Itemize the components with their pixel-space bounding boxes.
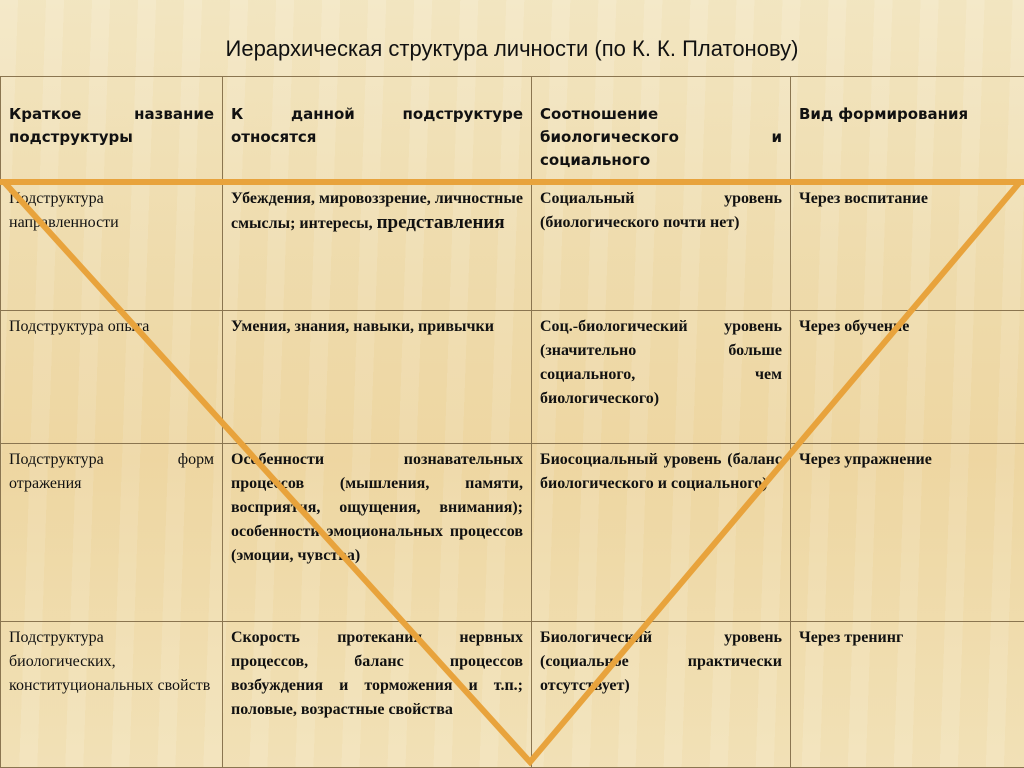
includes-extra: представления xyxy=(377,212,505,233)
table-row xyxy=(1,311,1024,444)
substructure-name: Подструктура направленности xyxy=(1,183,223,311)
substructure-includes: Скорость протекания нервных процессов, баланс процессов возбуждения и торможения и т.п.; половые, возрастные свойства xyxy=(223,622,532,768)
formation-type: Через обучение xyxy=(791,311,1024,444)
bio-social-ratio: Биологический уровень (социальное практически отсутствует) xyxy=(532,622,791,768)
bio-social-ratio: Социальный уровень (биологического почти нет) xyxy=(532,183,791,311)
table-row xyxy=(1,183,1024,311)
formation-type: Через тренинг xyxy=(791,622,1024,768)
column-header: Вид формирования xyxy=(791,77,1024,183)
substructure-name: Подструктура форм отражения xyxy=(1,444,223,622)
substructure-name: Подструктура опыта xyxy=(1,311,223,444)
formation-type: Через упражнение xyxy=(791,444,1024,622)
table-row xyxy=(1,622,1024,768)
formation-type: Через воспитание xyxy=(791,183,1024,311)
substructure-includes xyxy=(223,183,532,311)
table-header-row xyxy=(1,77,1024,183)
substructure-name: Подструктура биологических, конституциональных свойств xyxy=(1,622,223,768)
slide-title: Иерархическая структура личности (по К. К. Платонову) xyxy=(0,36,1024,62)
structure-table xyxy=(0,76,1024,768)
substructure-includes: Особенности познавательных процессов (мышления, памяти, восприятия, ощущения, внимания); особенности эмоциональных процессов (эмоции, чувства) xyxy=(223,444,532,622)
table-row xyxy=(1,444,1024,622)
includes-text: Убеждения, мировоззрение, личностные смыслы; интересы, xyxy=(231,190,523,232)
column-header: Соотношение биологического и социального xyxy=(532,77,791,183)
substructure-includes: Умения, знания, навыки, привычки xyxy=(223,311,532,444)
column-header: К данной подструктуре относятся xyxy=(223,77,532,183)
bio-social-ratio: Соц.-биологический уровень (значительно больше социального, чем биологического) xyxy=(532,311,791,444)
bio-social-ratio: Биосоциальный уровень (баланс биологического и социального) xyxy=(532,444,791,622)
column-header: Краткое название подструктуры xyxy=(1,77,223,183)
